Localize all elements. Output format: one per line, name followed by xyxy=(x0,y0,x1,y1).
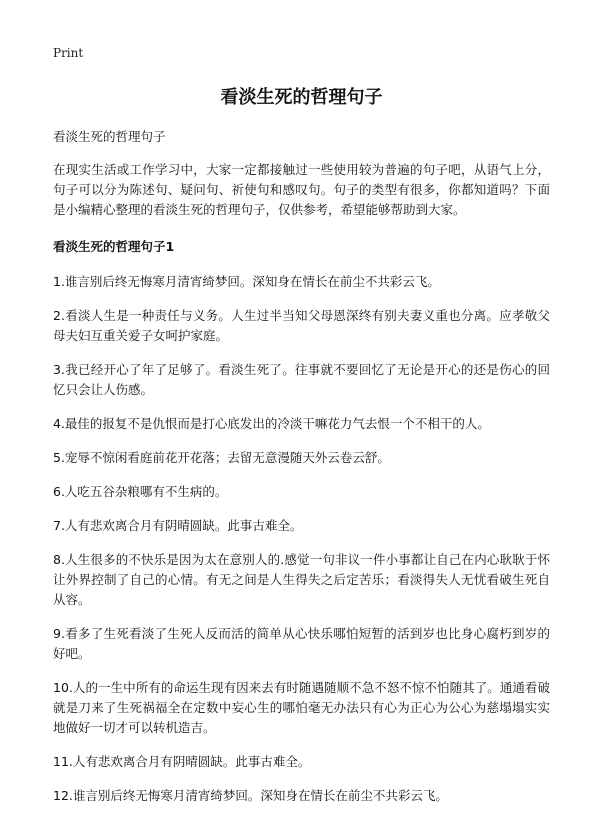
list-item: 9.看多了生死看淡了生死人反而活的简单从心快乐哪怕短暂的活到岁也比身心腐朽到岁的好吧。 xyxy=(53,626,550,661)
list-item: 10.人的一生中所有的命运生现有因来去有时随遇随顺不急不怒不惊不怕随其了。通通看破就是刀来了生死祸福全在定数中妄心生的哪怕毫无办法只有心为正心为公心为慈塌塌实实地做好一切才可以转机造吉。 xyxy=(53,680,550,735)
intro-paragraph: 在现实生活或工作学习中，大家一定都接触过一些使用较为普遍的句子吧，从语气上分，句子可以分为陈述句、疑问句、祈使句和感叹句。句子的类型有很多，你都知道吗？下面是小编精心整理的看淡生死的哲理句子，仅供参考，希望能够帮助到大家。 xyxy=(53,162,550,217)
print-link[interactable]: Print xyxy=(53,46,84,60)
list-item: 3.我已经开心了年了足够了。看淡生死了。往事就不要回忆了无论是开心的还是伤心的回忆只会让人伤感。 xyxy=(53,362,550,397)
section-heading: 看淡生死的哲理句子1 xyxy=(53,239,175,254)
list-item: 1.谁言别后终无悔寒月清宵绮梦回。深知身在情长在前尘不共彩云飞。 xyxy=(53,274,440,289)
list-item: 7.人有悲欢离合月有阴晴圆缺。此事古难全。 xyxy=(53,518,303,533)
list-item: 8.人生很多的不快乐是因为太在意别人的.感觉一句非议一件小事都让自己在内心耿耿于怀让外界控制了自己的心情。有无之间是人生得失之后定苦乐；看淡得失人无忧看破生死自从容。 xyxy=(53,552,550,607)
list-item: 5.宠辱不惊闲看庭前花开花落；去留无意漫随天外云卷云舒。 xyxy=(53,450,390,465)
sentence-list xyxy=(53,272,550,806)
article-subtitle: 看淡生死的哲理句子 xyxy=(53,129,166,144)
list-item: 2.看淡人生是一种责任与义务。人生过半当知父母恩深终有别夫妻义重也分离。应孝敬父母夫妇互重关爱子女呵护家庭。 xyxy=(53,308,550,343)
list-item: 11.人有悲欢离合月有阴晴圆缺。此事古难全。 xyxy=(53,754,311,769)
list-item: 6.人吃五谷杂粮哪有不生病的。 xyxy=(53,484,228,499)
article-title: 看淡生死的哲理句子 xyxy=(220,87,383,108)
list-item: 12.谁言别后终无悔寒月清宵绮梦回。深知身在情长在前尘不共彩云飞。 xyxy=(53,788,448,803)
list-item: 4.最佳的报复不是仇恨而是打心底发出的冷淡干嘛花力气去恨一个不相干的人。 xyxy=(53,416,490,431)
